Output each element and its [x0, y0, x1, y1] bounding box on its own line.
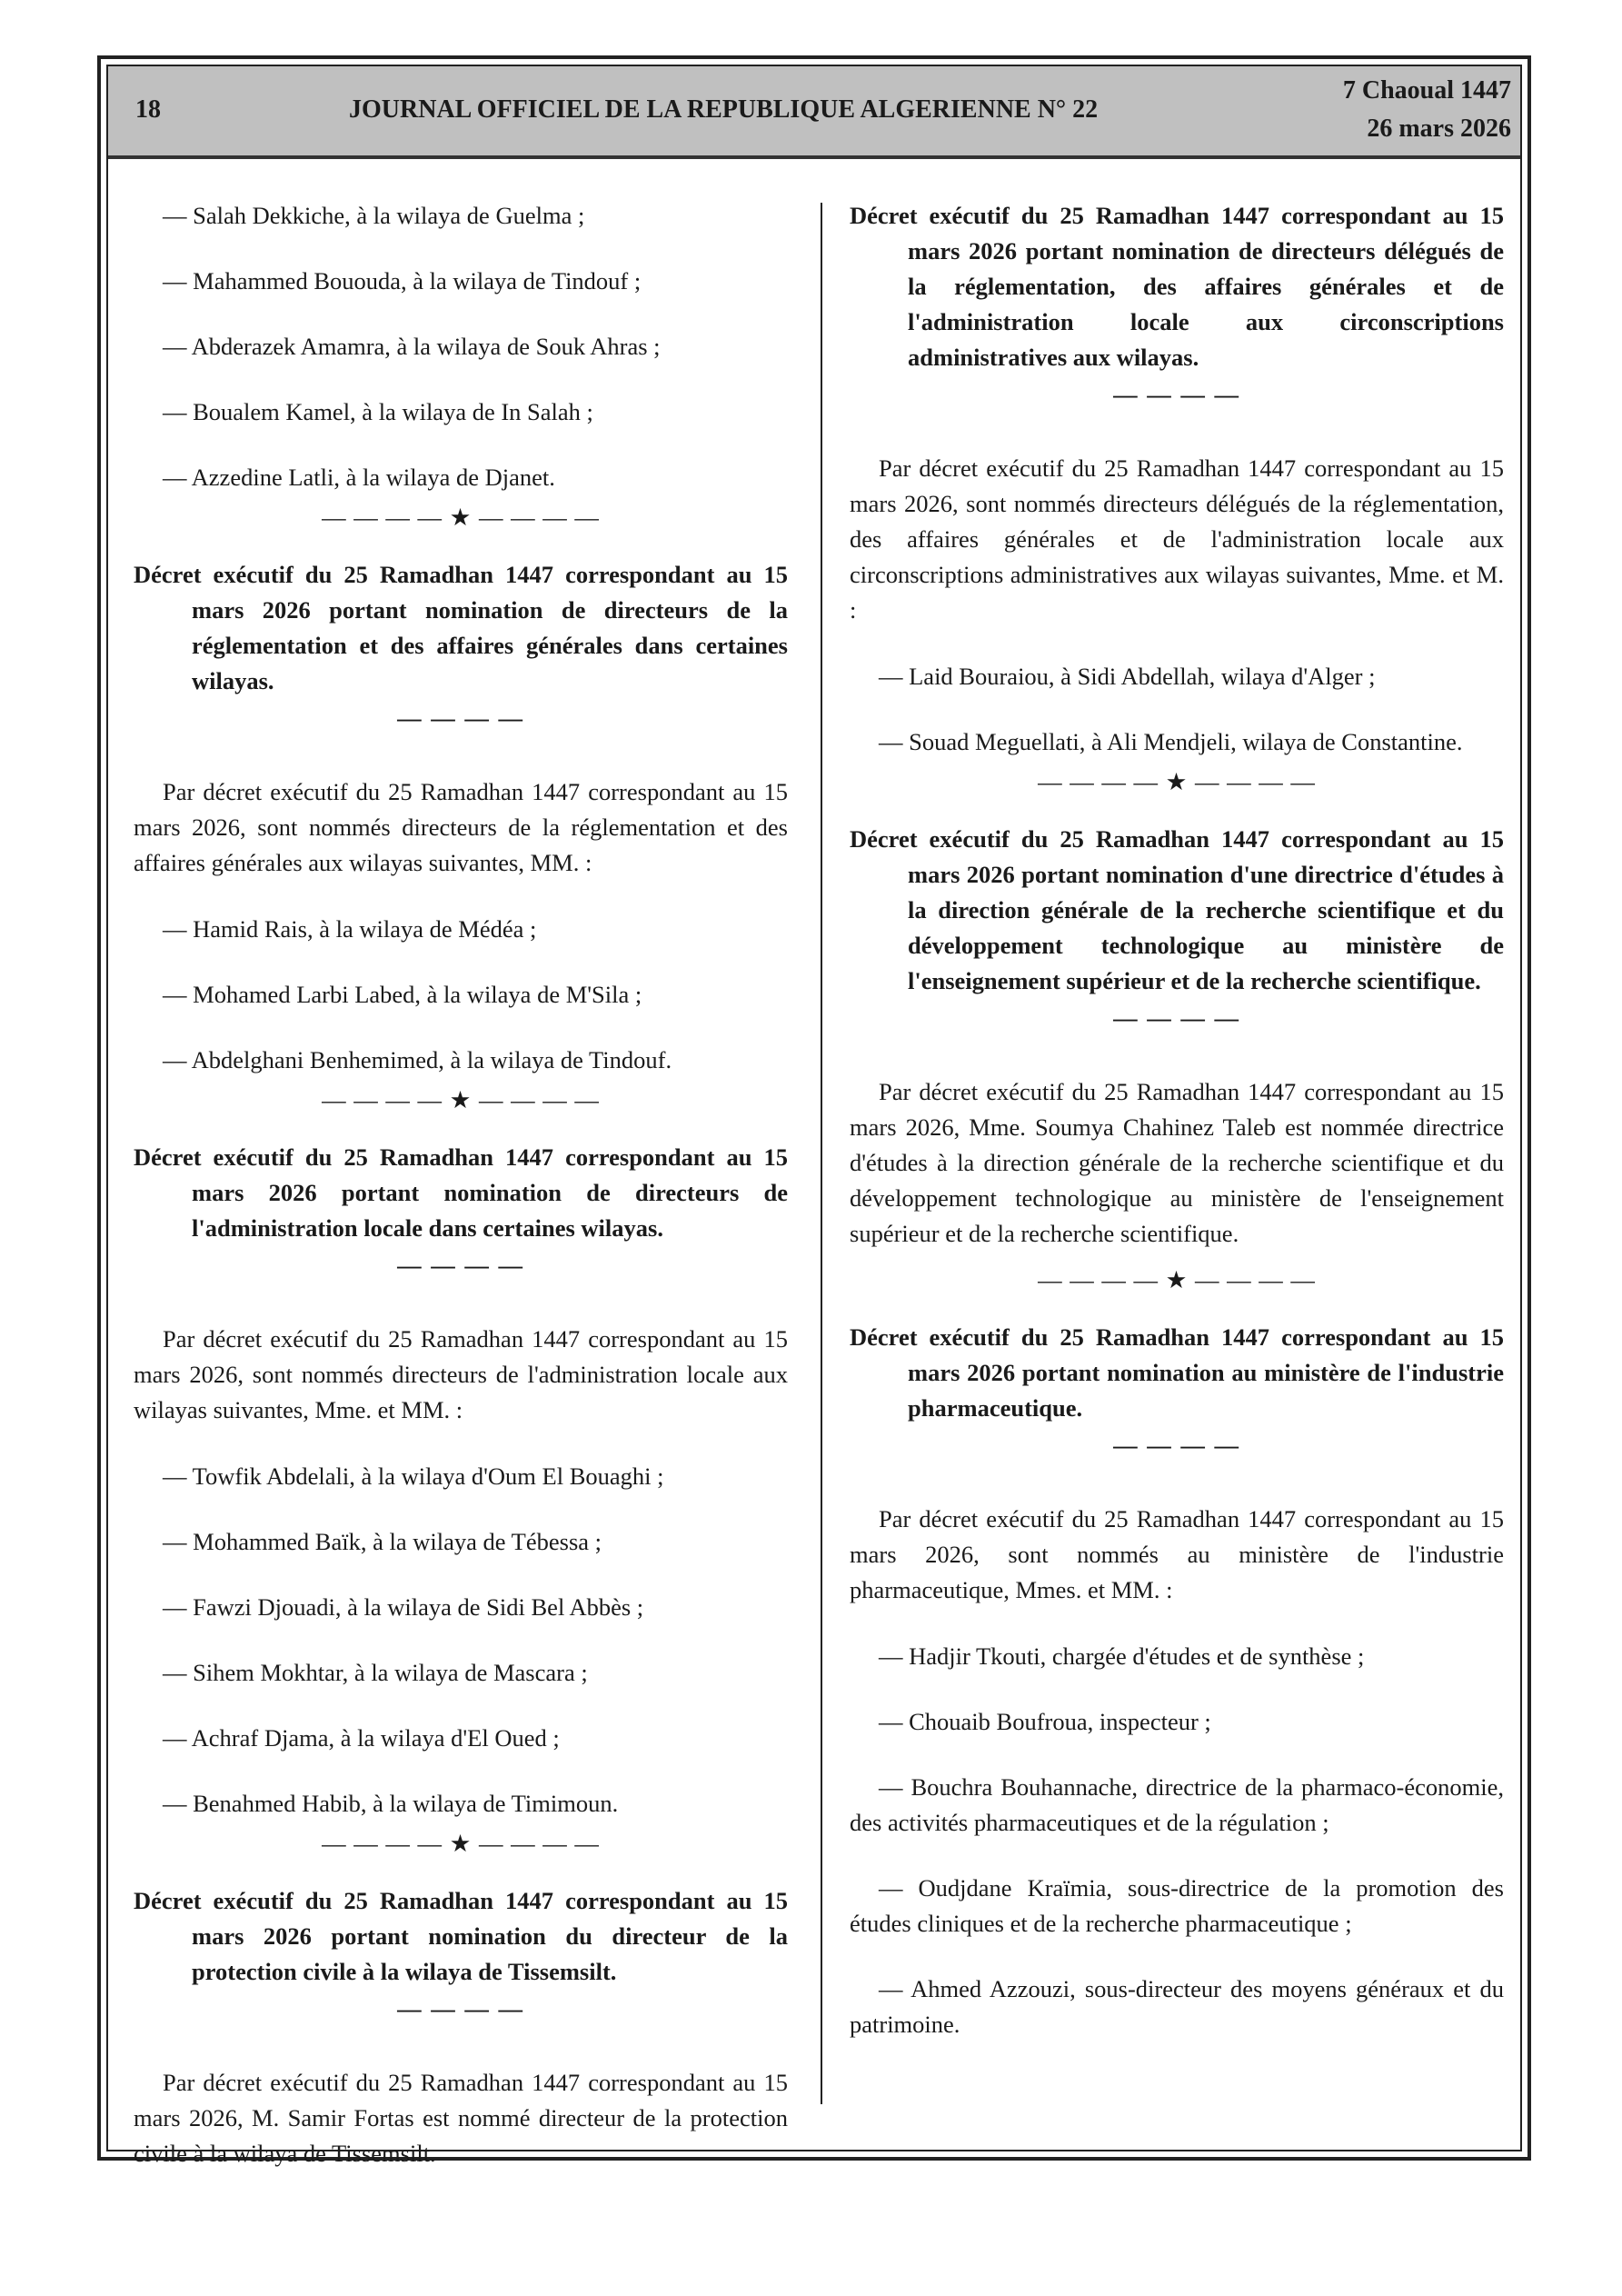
- list-item: — Hadjir Tkouti, chargée d'études et de synthèse ;: [879, 1642, 1365, 1670]
- decree-title: Décret exécutif du 25 Ramadhan 1447 correspondant au 15 mars 2026 portant nomination de directeurs de l'administration locale dans certaines wilayas.: [134, 1143, 788, 1242]
- decree-title: Décret exécutif du 25 Ramadhan 1447 correspondant au 15 mars 2026 portant nomination au ministère de l'industrie pharmaceutique.: [850, 1323, 1504, 1422]
- decree-body: Par décret exécutif du 25 Ramadhan 1447 correspondant au 15 mars 2026, sont nommés directeurs de l'administration locale aux wilayas suivantes, Mme. et MM. :: [134, 1325, 788, 1423]
- decree-title: Décret exécutif du 25 Ramadhan 1447 correspondant au 15 mars 2026 portant nomination d'une directrice d'études à la direction générale de la recherche scientifique et du développement technologique au ministère de l'enseignement supérieur et de la recherche scientifique.: [850, 825, 1504, 994]
- short-separator: — — — —: [397, 704, 524, 732]
- list-item: — Bouchra Bouhannache, directrice de la pharmaco-économie, des activités pharmaceutiques et de la régulation ;: [850, 1773, 1504, 1836]
- short-separator: — — — —: [397, 1252, 524, 1279]
- star-separator: — — — — ★ — — — —: [322, 1830, 600, 1857]
- list-item: — Achraf Djama, à la wilaya d'El Oued ;: [163, 1724, 560, 1752]
- short-separator: — — — —: [1113, 1432, 1240, 1459]
- list-item: — Chouaib Boufroua, inspecteur ;: [879, 1708, 1211, 1735]
- decree-body: Par décret exécutif du 25 Ramadhan 1447 correspondant au 15 mars 2026, sont nommés directeurs délégués de la réglementation, des affaires générales et de l'administration locale aux circonscriptions administratives aux wilayas suivantes, Mme. et M. :: [850, 454, 1504, 624]
- journal-header: [108, 66, 1520, 159]
- short-separator: — — — —: [397, 1995, 524, 2022]
- list-item: — Azzedine Latli, à la wilaya de Djanet.: [163, 464, 555, 491]
- issue-date: [1343, 72, 1511, 148]
- list-item: — Mohammed Baïk, à la wilaya de Tébessa ;: [163, 1528, 602, 1555]
- list-item: — Hamid Rais, à la wilaya de Médéa ;: [163, 915, 537, 943]
- decree-body: Par décret exécutif du 25 Ramadhan 1447 correspondant au 15 mars 2026, sont nommés au ministère de l'industrie pharmaceutique, Mmes. et MM. :: [850, 1505, 1504, 1603]
- list-item: — Laid Bouraiou, à Sidi Abdellah, wilaya d'Alger ;: [879, 663, 1376, 690]
- column-divider: [821, 203, 822, 2104]
- list-item: — Mahammed Bououda, à la wilaya de Tindouf ;: [163, 267, 642, 294]
- journal-title: JOURNAL OFFICIEL DE LA REPUBLIQUE ALGERIENNE N° 22: [349, 95, 1099, 124]
- short-separator: — — — —: [1113, 1004, 1240, 1032]
- list-item: — Abdelghani Benhemimed, à la wilaya de Tindouf.: [163, 1046, 672, 1073]
- page-number: 18: [135, 95, 161, 124]
- list-item: — Souad Meguellati, à Ali Mendjeli, wilaya de Constantine.: [879, 728, 1463, 755]
- star-separator: — — — — ★ — — — —: [1038, 1266, 1316, 1293]
- page-inner-frame: [106, 65, 1522, 2167]
- short-separator: — — — —: [1113, 381, 1240, 408]
- star-separator: — — — — ★ — — — —: [1038, 768, 1316, 795]
- gregorian-date: 26 mars 2026: [1367, 115, 1511, 143]
- list-item: — Salah Dekkiche, à la wilaya de Guelma ;: [163, 202, 585, 229]
- right-column: [850, 198, 1504, 2072]
- page-frame: [97, 55, 1531, 2167]
- list-item: — Ahmed Azzouzi, sous-directeur des moyens généraux et du patrimoine.: [850, 1975, 1504, 2038]
- list-item: — Abderazek Amamra, à la wilaya de Souk Ahras ;: [163, 333, 661, 360]
- list-item: — Towfik Abdelali, à la wilaya d'Oum El Bouaghi ;: [163, 1462, 664, 1490]
- list-item: — Fawzi Djouadi, à la wilaya de Sidi Bel Abbès ;: [163, 1593, 644, 1621]
- list-item: — Benahmed Habib, à la wilaya de Timimoun.: [163, 1790, 619, 1817]
- left-column: [134, 198, 788, 2202]
- list-item: — Oudjdane Kraïmia, sous-directrice de la promotion des études cliniques et de la recherche pharmaceutique ;: [850, 1874, 1504, 1937]
- decree-body: Par décret exécutif du 25 Ramadhan 1447 correspondant au 15 mars 2026, sont nommés directeurs de la réglementation et des affaires générales aux wilayas suivantes, MM. :: [134, 778, 788, 876]
- list-item: — Boualem Kamel, à la wilaya de In Salah ;: [163, 398, 593, 425]
- decree-title: Décret exécutif du 25 Ramadhan 1447 correspondant au 15 mars 2026 portant nomination du directeur de la protection civile à la wilaya de Tissemsilt.: [134, 1887, 788, 1985]
- decree-body: Par décret exécutif du 25 Ramadhan 1447 correspondant au 15 mars 2026, Mme. Soumya Chahinez Taleb est nommée directrice d'études à la direction générale de la recherche scientifique et du développement technologique au ministère de l'enseignement supérieur et de la recherche scientifique.: [850, 1078, 1504, 1247]
- decree-title: Décret exécutif du 25 Ramadhan 1447 correspondant au 15 mars 2026 portant nomination de directeurs délégués de la réglementation, des affaires générales et de l'administration locale aux circonscriptions administratives aux wilayas.: [850, 202, 1504, 371]
- star-separator: — — — — ★ — — — —: [322, 1086, 600, 1113]
- list-item: — Mohamed Larbi Labed, à la wilaya de M'Sila ;: [163, 981, 642, 1008]
- list-item: — Sihem Mokhtar, à la wilaya de Mascara ;: [163, 1659, 588, 1686]
- hijri-date: 7 Chaoual 1447: [1342, 76, 1511, 105]
- star-separator: — — — — ★ — — — —: [322, 504, 600, 531]
- decree-body: Par décret exécutif du 25 Ramadhan 1447 correspondant au 15 mars 2026, M. Samir Fortas est nommé directeur de la protection civile à la wilaya de Tissemsilt.: [134, 2069, 788, 2167]
- decree-title: Décret exécutif du 25 Ramadhan 1447 correspondant au 15 mars 2026 portant nomination de directeurs de la réglementation et des affaires générales dans certaines wilayas.: [134, 561, 788, 694]
